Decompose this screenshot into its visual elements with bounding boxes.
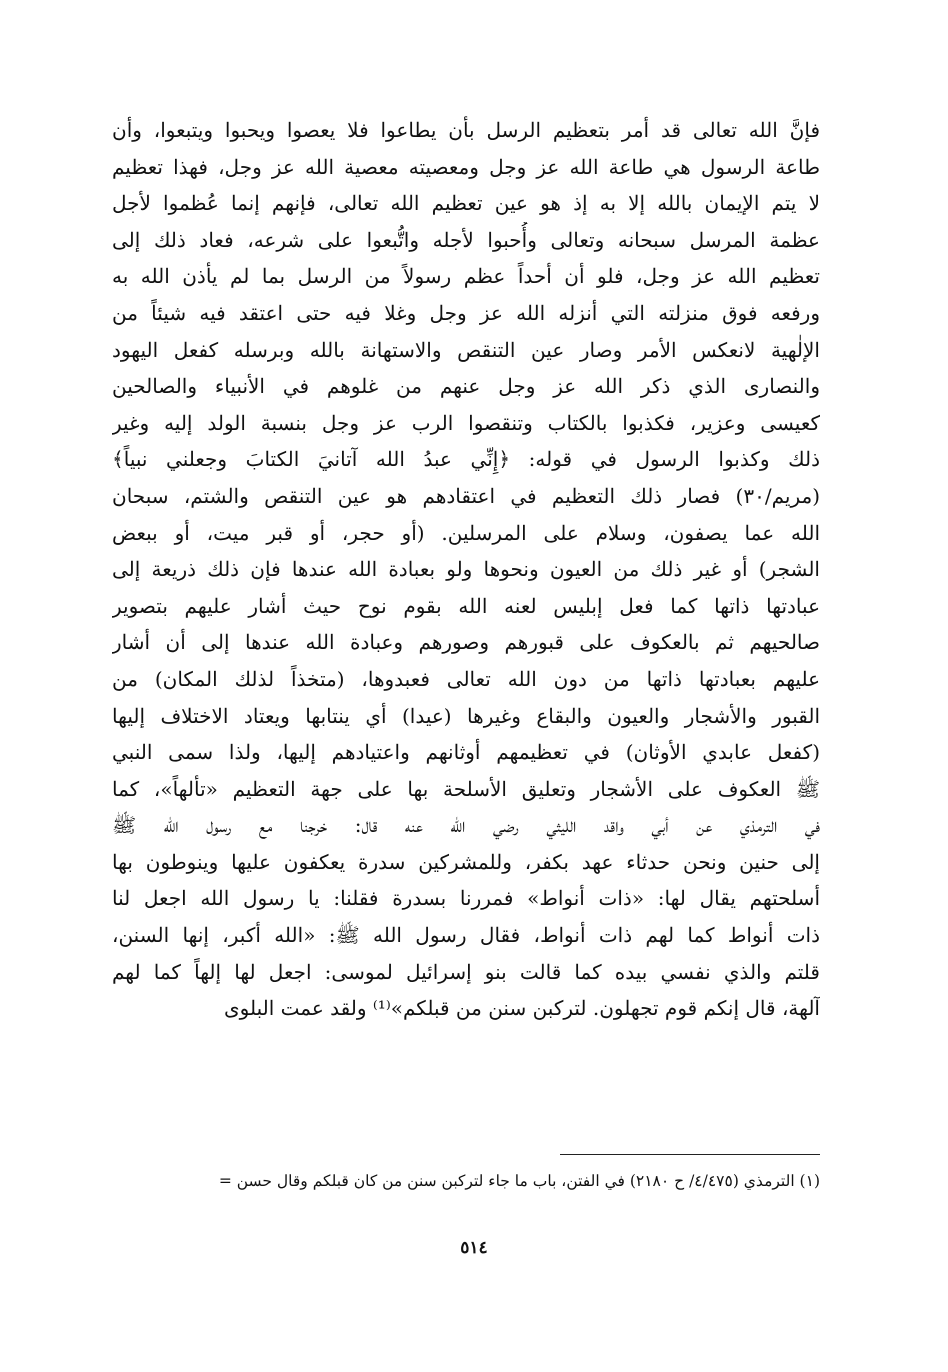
text-line: القبور والأشجار والعيون والبقاع وغيرها (عيدا) أي ينتابها ويعتاد الاختلاف إليها xyxy=(112,703,820,728)
text-line: والنصارى الذي ذكر الله عز وجل عنهم من غلوهم في الأنبياء والصالحين xyxy=(112,374,820,399)
text-line: كعيسى وعزير، فكذبوا بالكتاب وتنقصوا الرب عز وجل بنسبة الولد إليه وغير xyxy=(112,410,820,435)
text-line: ﷺ العكوف على الأشجار وتعليق الأسلحة بها على جهة التعظيم «تألهاً»، كما xyxy=(112,776,820,801)
text-line: طاعة الرسول هي طاعة الله عز وجل ومعصيته معصية الله عز وجل، فهذا تعظيم xyxy=(112,154,820,179)
text-line: لا يتم الإيمان بالله إلا به إذ هو عين تعظيم الله تعالى، فإنهم إنما عُظموا لأجل xyxy=(112,191,820,216)
text-line: إلى حنين ونحن حدثاء عهد بكفر، وللمشركين سدرة يعكفون عليها وينوطون بها xyxy=(112,849,820,874)
text-line: في الترمذي عن أبي واقد الليثي رضي الله عنه قال: خرجنا مع رسول الله ﷺ xyxy=(112,813,820,838)
text-line: صالحيهم ثم بالعكوف على قبورهم وصورهم وعبادة الله عندها إلى أن أشار xyxy=(112,630,820,655)
text-line: (مريم/٣٠) فصار ذلك التعظيم في اعتقادهم هو عين التنقص والشتم، سبحان xyxy=(112,483,820,508)
main-text xyxy=(112,112,820,1027)
text-line: أسلحتهم يقال لها: «ذات أنواط» فمررنا بسدرة فقلنا: يا رسول الله اجعل لنا xyxy=(112,886,820,911)
text-line: آلهة، قال إنكم قوم تجهلون. لتركبن سنن من قبلكم»⁽¹⁾ ولقد عمت البلوى xyxy=(224,996,820,1021)
page-number: ٥١٤ xyxy=(460,1238,488,1258)
text-line: ذات أنواط كما لهم ذات أنواط، فقال رسول الله ﷺ: «الله أكبر، إنها السنن، xyxy=(112,923,820,948)
text-line: الله عما يصفون، وسلام على المرسلين. (أو حجر، أو قبر ميت، أو ببعض xyxy=(112,520,820,545)
text-line: (كفعل عابدي الأوثان) في تعظيمهم أوثانهم واعتيادهم إليها، ولذا سمى النبي xyxy=(112,740,820,765)
text-line: ورفعه فوق منزلته التي أنزله الله عز وجل وغلا فيه حتى اعتقد فيه شيئاً من xyxy=(112,300,820,325)
footnote: (١) الترمذي (٤/٤٧٥/ ح ٢١٨٠) في الفتن، باب ما جاء لتركبن سنن من كان قبلكم وقال حسن = xyxy=(218,1172,820,1190)
text-line: عبادتها ذاتها كما فعل إبليس لعنه الله بقوم نوح حيث أشار عليهم بتصوير xyxy=(112,593,820,618)
text-line: فإنَّ الله تعالى قد أمر بتعظيم الرسل بأن يطاعوا فلا يعصوا ويحبوا ويتبعوا، وأن xyxy=(112,118,820,142)
text-line: عظمة المرسل سبحانه وتعالى وأُحبوا لأجله واتُّبعوا على شرعه، فعاد ذلك إلى xyxy=(112,227,820,252)
text-line: تعظيم الله عز وجل، فلو أن أحداً عظم رسولاً من الرسل بما لم يأذن الله به xyxy=(112,264,820,289)
footnote-separator xyxy=(560,1154,820,1155)
text-line: قلتم والذي نفسي بيده كما قالت بنو إسرائيل لموسى: اجعل لها إلهاً كما لهم xyxy=(112,959,820,984)
text-line: الشجر) أو غير ذلك من العيون ونحوها ولو بعبادة الله عندها فإن ذلك ذريعة إلى xyxy=(112,557,820,582)
text-line: عليهم بعبادتها ذاتها من دون الله تعالى فعبدوها، (متخذاً لذلك المكان) من xyxy=(112,666,820,691)
text-line: الإلٰهية لانعكس الأمر وصار عين التنقص والاستهانة بالله وبرسله كفعل اليهود xyxy=(112,337,820,362)
text-line: ذلك وكذبوا الرسول في قوله: ﴿إِنِّي عبدُ الله آتانيَ الكتابَ وجعلني نبياً﴾ xyxy=(112,447,820,472)
